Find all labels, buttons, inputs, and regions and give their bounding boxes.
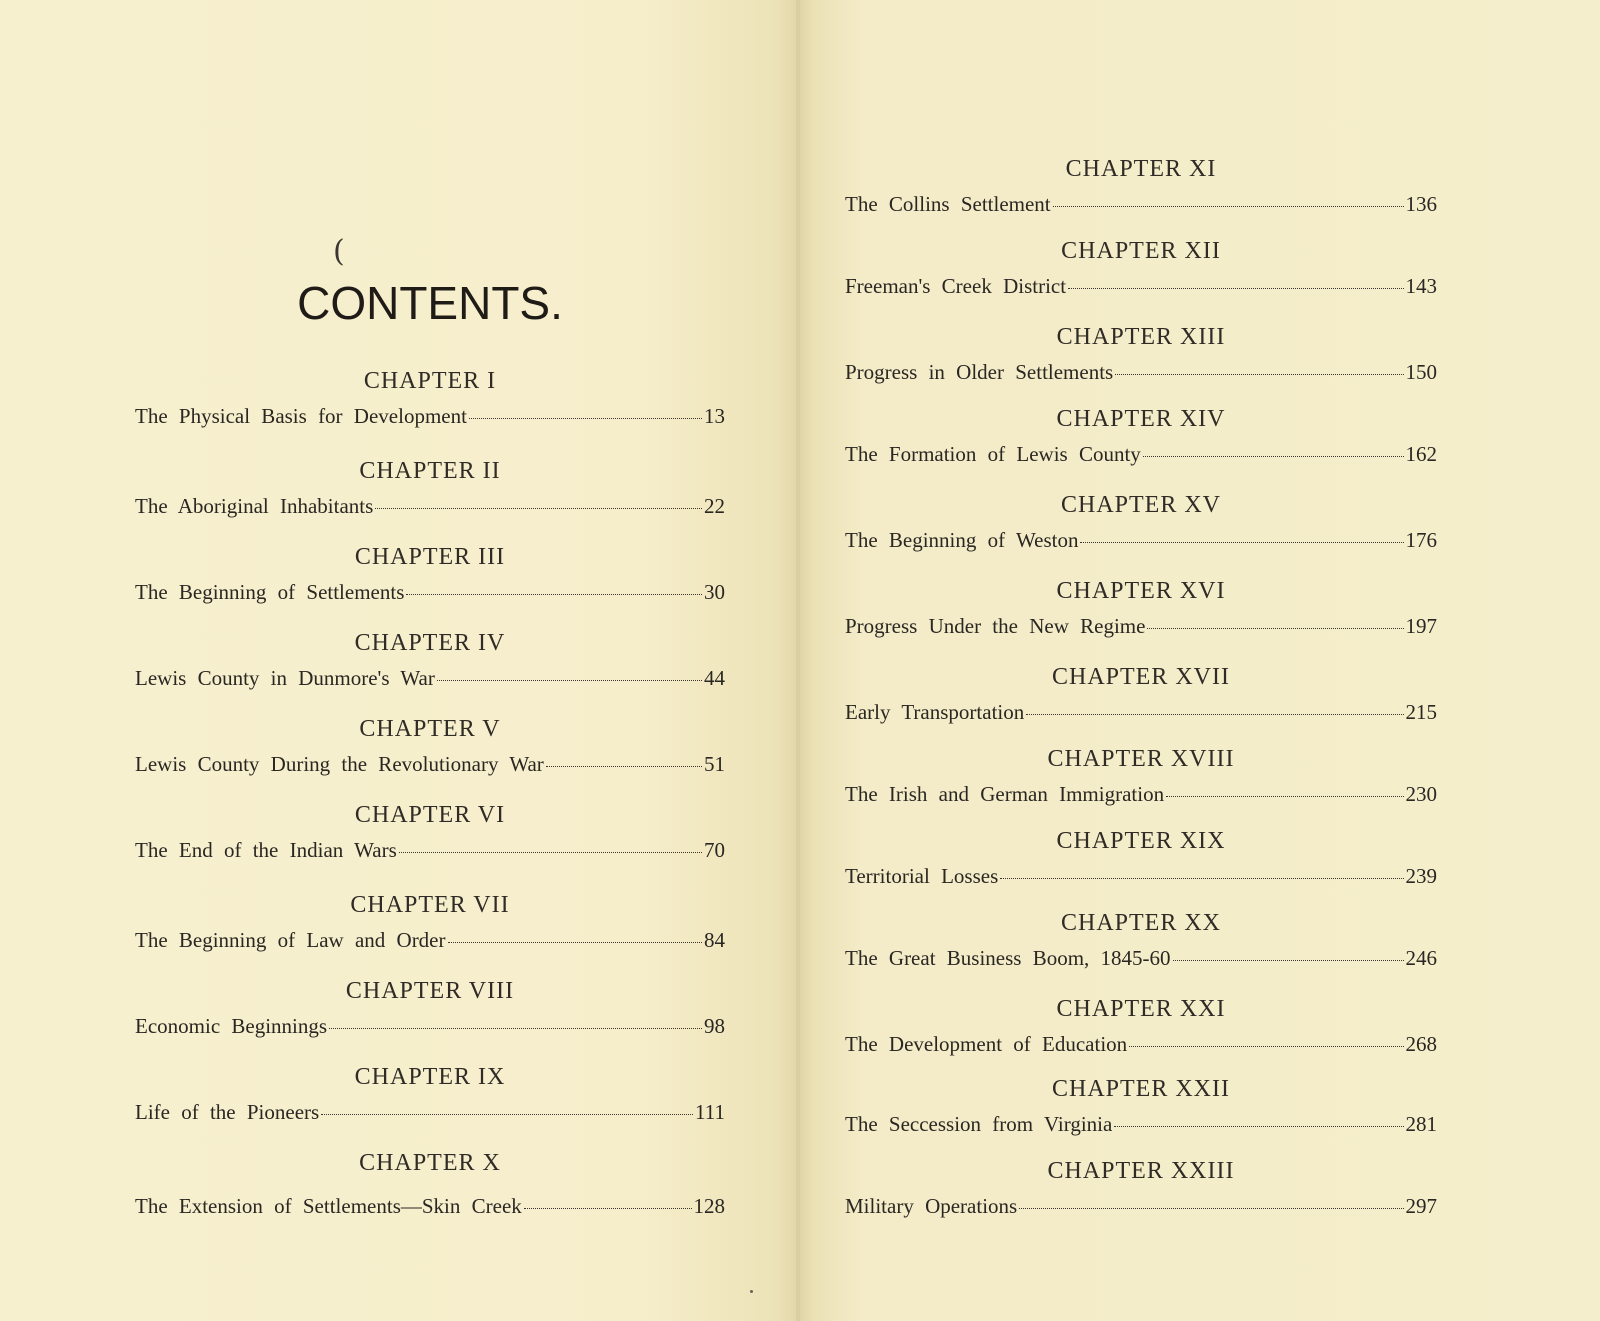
toc-entry xyxy=(135,494,725,519)
dot-leader xyxy=(1026,714,1403,715)
dot-leader xyxy=(1173,960,1404,961)
entry-title: The Physical Basis for Development xyxy=(135,404,467,428)
book-gutter xyxy=(796,0,800,1321)
chapter-heading: CHAPTER III xyxy=(354,544,506,570)
entry-page-number: 268 xyxy=(1405,1032,1437,1056)
toc-entry xyxy=(845,442,1437,467)
chapter-heading: CHAPTER XXII xyxy=(1052,1076,1230,1102)
entry-page-number: 297 xyxy=(1405,1194,1437,1218)
entry-page-number: 98 xyxy=(704,1014,725,1038)
chapter-heading: CHAPTER IV xyxy=(354,630,506,656)
toc-entry xyxy=(135,752,725,777)
chapter-heading: CHAPTER XII xyxy=(1061,238,1221,264)
toc-entry xyxy=(845,274,1437,299)
dot-leader xyxy=(1129,1046,1403,1047)
entry-title: Early Transportation xyxy=(845,700,1025,724)
toc-entry xyxy=(135,666,725,691)
toc-entry xyxy=(845,700,1437,725)
entry-title: Lewis County During the Revolutionary War xyxy=(135,752,544,776)
entry-page-number: 22 xyxy=(704,494,725,518)
entry-title: The Beginning of Weston xyxy=(845,528,1079,552)
entry-title: Territorial Losses xyxy=(845,864,999,888)
dot-leader xyxy=(469,418,702,419)
entry-title: Lewis County in Dunmore's War xyxy=(135,666,435,690)
toc-entry xyxy=(845,1112,1437,1137)
entry-title: The Seccession from Virginia xyxy=(845,1112,1113,1136)
entry-page-number: 197 xyxy=(1405,614,1437,638)
toc-entry xyxy=(845,1032,1437,1057)
toc-entry xyxy=(135,928,725,953)
entry-page-number: 239 xyxy=(1405,864,1437,888)
entry-page-number: 44 xyxy=(704,666,725,690)
toc-entry xyxy=(135,1014,725,1039)
chapter-heading: CHAPTER XVIII xyxy=(1047,746,1235,772)
entry-page-number: 230 xyxy=(1405,782,1437,806)
entry-title: Military Operations xyxy=(845,1194,1018,1218)
chapter-heading: CHAPTER XXI xyxy=(1056,996,1226,1022)
chapter-heading: CHAPTER XV xyxy=(1060,492,1221,518)
chapter-heading: CHAPTER XVI xyxy=(1056,578,1226,604)
dot-leader xyxy=(329,1028,702,1029)
chapter-heading: CHAPTER X xyxy=(359,1150,501,1176)
dot-leader xyxy=(321,1114,693,1115)
entry-title: The Beginning of Settlements xyxy=(135,580,405,604)
entry-title: The Formation of Lewis County xyxy=(845,442,1141,466)
dot-leader xyxy=(437,680,702,681)
dot-leader xyxy=(1115,374,1403,375)
entry-page-number: 162 xyxy=(1405,442,1437,466)
entry-page-number: 281 xyxy=(1405,1112,1437,1136)
dot-leader xyxy=(1080,542,1403,543)
chapter-heading: CHAPTER VIII xyxy=(345,978,515,1004)
entry-title: Life of the Pioneers xyxy=(135,1100,320,1124)
dot-leader xyxy=(524,1208,692,1209)
toc-entry xyxy=(135,580,725,605)
entry-page-number: 150 xyxy=(1405,360,1437,384)
dot-leader xyxy=(546,766,702,767)
chapter-heading: CHAPTER VII xyxy=(350,892,510,918)
dot-leader xyxy=(1019,1208,1403,1209)
toc-entry xyxy=(845,1194,1437,1219)
entry-title: Progress in Older Settlements xyxy=(845,360,1114,384)
toc-entry xyxy=(845,360,1437,385)
entry-title: Progress Under the New Regime xyxy=(845,614,1146,638)
chapter-heading: CHAPTER II xyxy=(359,458,501,484)
entry-title: The Extension of Settlements—Skin Creek xyxy=(135,1194,522,1218)
entry-title: The Beginning of Law and Order xyxy=(135,928,446,952)
entry-title: The Great Business Boom, 1845-60 xyxy=(845,946,1171,970)
toc-entry xyxy=(845,782,1437,807)
entry-page-number: 70 xyxy=(704,838,725,862)
toc-entry xyxy=(135,1100,725,1125)
entry-page-number: 51 xyxy=(704,752,725,776)
entry-title: The End of the Indian Wars xyxy=(135,838,397,862)
entry-page-number: 143 xyxy=(1405,274,1437,298)
entry-page-number: 84 xyxy=(704,928,725,952)
chapter-heading: CHAPTER V xyxy=(359,716,501,742)
paper-speck xyxy=(750,1290,753,1293)
entry-title: The Aboriginal Inhabitants xyxy=(135,494,374,518)
entry-page-number: 30 xyxy=(704,580,725,604)
entry-title: Freeman's Creek District xyxy=(845,274,1067,298)
dot-leader xyxy=(1068,288,1403,289)
chapter-heading: CHAPTER IX xyxy=(354,1064,506,1090)
dot-leader xyxy=(1000,878,1403,879)
entry-page-number: 111 xyxy=(695,1100,725,1124)
toc-entry xyxy=(845,614,1437,639)
entry-page-number: 246 xyxy=(1405,946,1437,970)
entry-page-number: 176 xyxy=(1405,528,1437,552)
chapter-heading: CHAPTER XI xyxy=(1065,156,1217,182)
toc-entry xyxy=(135,404,725,429)
dot-leader xyxy=(1147,628,1403,629)
dot-leader xyxy=(1053,206,1404,207)
toc-entry xyxy=(845,946,1437,971)
entry-title: The Irish and German Immigration xyxy=(845,782,1165,806)
dot-leader xyxy=(1114,1126,1403,1127)
entry-page-number: 136 xyxy=(1405,192,1437,216)
ink-mark: ( xyxy=(333,234,345,269)
chapter-heading: CHAPTER XXIII xyxy=(1047,1158,1235,1184)
dot-leader xyxy=(375,508,702,509)
toc-entry xyxy=(845,864,1437,889)
dot-leader xyxy=(448,942,703,943)
chapter-heading: CHAPTER VI xyxy=(354,802,506,828)
chapter-heading: CHAPTER XVII xyxy=(1052,664,1230,690)
entry-title: The Collins Settlement xyxy=(845,192,1051,216)
chapter-heading: CHAPTER XIII xyxy=(1056,324,1226,350)
chapter-heading: CHAPTER XIX xyxy=(1056,828,1226,854)
entry-title: The Development of Education xyxy=(845,1032,1128,1056)
chapter-heading: CHAPTER XIV xyxy=(1056,406,1226,432)
toc-entry xyxy=(845,528,1437,553)
dot-leader xyxy=(399,852,702,853)
dot-leader xyxy=(1143,456,1404,457)
entry-title: Economic Beginnings xyxy=(135,1014,328,1038)
chapter-heading: CHAPTER I xyxy=(363,368,497,394)
entry-page-number: 13 xyxy=(704,404,725,428)
entry-page-number: 215 xyxy=(1405,700,1437,724)
dot-leader xyxy=(1166,796,1403,797)
contents-title: CONTENTS. xyxy=(297,277,563,329)
toc-entry xyxy=(845,192,1437,217)
toc-entry xyxy=(135,1194,725,1219)
chapter-heading: CHAPTER XX xyxy=(1060,910,1221,936)
entry-page-number: 128 xyxy=(693,1194,725,1218)
toc-entry xyxy=(135,838,725,863)
dot-leader xyxy=(406,594,702,595)
